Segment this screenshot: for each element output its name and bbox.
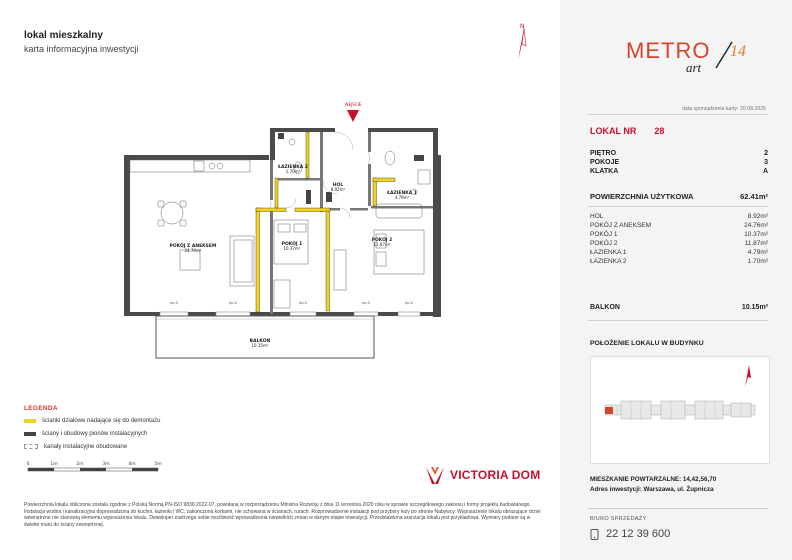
room-label-lazienka2: ŁAZIENKA 2	[278, 165, 308, 170]
svg-text:2m: 2m	[76, 462, 84, 467]
victoria-dom-logo: VICTORIA DOM	[424, 464, 540, 486]
room-row: POKÓJ 1 10.37m²	[590, 231, 768, 238]
legend	[24, 405, 160, 455]
legend-item: kanały instalacyjne obudowane	[24, 442, 160, 451]
svg-text:hp 0: hp 0	[362, 301, 370, 305]
legend-title: LEGENDA	[24, 405, 58, 412]
room-row: POKÓJ 2 11.87m²	[590, 240, 768, 247]
room-label-balkon: BALKON	[249, 339, 271, 344]
room-area-balkon: 10.15m²	[251, 343, 269, 348]
unit-highlight	[605, 407, 613, 414]
room-area-pokoj-z-aneksem: 24.76m²	[184, 248, 202, 253]
card-title: lokal mieszkalny	[24, 30, 103, 41]
metro-art-logo	[626, 34, 756, 78]
victoria-dom-mark-icon	[424, 464, 446, 486]
svg-text:hp 0: hp 0	[405, 301, 413, 305]
room-row: HOL 8.92m²	[590, 213, 768, 220]
scale-bar	[24, 460, 174, 476]
room-area-lazienka1: 4.79m²	[394, 195, 410, 200]
card-subtitle: karta informacyjna inwestycji	[24, 44, 139, 54]
balkon-row: BALKON 10.15m²	[590, 304, 768, 311]
svg-text:hp 0: hp 0	[299, 301, 307, 305]
detail-row: POKOJE 3	[590, 159, 768, 166]
area-total: POWIERZCHNIA UŻYTKOWA 62.41m²	[590, 192, 768, 201]
room-label-lazienka1: ŁAZIENKA 1	[387, 191, 417, 196]
svg-text:METRO: METRO	[626, 38, 711, 63]
svg-text:hp 0: hp 0	[229, 301, 237, 305]
lokal-number: LOKAL NR 28	[590, 126, 665, 136]
room-area-hol: 8.92m²	[330, 187, 346, 192]
building-location-map	[590, 356, 770, 464]
investment-address: Adres inwestycji: Warszawa, ul. Żupnicza	[590, 486, 714, 493]
sales-phone[interactable]: 22 12 39 600	[590, 528, 670, 540]
svg-text:art: art	[686, 60, 702, 75]
room-area-pokoj2: 11.87m²	[373, 242, 391, 247]
legend-item: ściany i obudowy pionów instalacyjnych	[24, 429, 160, 438]
repeat-units: MIESZKANIE POWTARZALNE: 14,42,56,70	[590, 476, 717, 483]
room-label-pokoj1: POKÓJ 1	[281, 242, 303, 247]
room-label-hol: HOL	[332, 183, 344, 188]
svg-text:5m: 5m	[154, 462, 162, 467]
room-row: POKÓJ Z ANEKSEM 24.76m²	[590, 222, 768, 229]
room-label-pokoj2: POKÓJ 2	[371, 238, 393, 243]
sales-office-label: BIURO SPRZEDAŻY	[590, 516, 647, 522]
room-area-lazienka2: 1.70m²	[285, 169, 301, 174]
room-area-pokoj1: 10.37m²	[283, 246, 301, 251]
north-arrow-icon	[745, 365, 751, 387]
svg-text:0: 0	[26, 462, 30, 467]
legend-item: ścianki działowe nadające się do demontażu	[24, 416, 160, 425]
entry-label: WEJŚCIE	[344, 102, 362, 107]
svg-text:4m: 4m	[128, 462, 136, 467]
svg-text:N: N	[520, 23, 525, 30]
location-title: POŁOŻENIE LOKALU W BUDYNKU	[590, 340, 704, 347]
svg-text:3m: 3m	[102, 462, 110, 467]
phone-icon	[590, 529, 599, 540]
date-created: data sporządzenia karty: 20.08.2025	[682, 106, 766, 112]
north-arrow-icon	[512, 20, 532, 66]
svg-text:14: 14	[730, 43, 746, 60]
disclaimer-text: Powierzchnia lokalu obliczona zostala zgodnie z Polską Normą PN-ISO 9836:2022-07, powołaną w rozporządzeniu Ministra Rozwoju z dnia 11 września 2020 roku w sprawie szczegółowego zakresu i formy projektu budowlanego. Instalacja wodna i kanalizacyjna doprowadzona do kuchni, łazienki i WC, zakończona korkami, nie schowana w ścianach, rurach. Rozprowadzenie instalacji pod przybory leży po stronie Nabywcy. Wyposażenie lokalu obrazujące drzwi wewnętrzne nie stanowią elementu wyposażenia lokalu. Deweloper zastrzega sobie możliwość wprowadzenia niewielkich zmian w danym etapie inwestycji. Przedstawiona aranżacja lokalu jest przykładowa. Wymiary podane są w świetle muru do ściany zewnętrznej.	[24, 502, 541, 528]
room-row: ŁAZIENKA 2 1.70m²	[590, 258, 768, 265]
svg-text:hp 0: hp 0	[170, 301, 178, 305]
room-label-pokoj-z-aneksem: POKÓJ Z ANEKSEM	[169, 244, 217, 249]
svg-text:1m: 1m	[50, 462, 58, 467]
room-row: ŁAZIENKA 1 4.79m²	[590, 249, 768, 256]
floor-plan	[120, 100, 460, 370]
detail-row: KLATKA A	[590, 168, 768, 175]
detail-row: PIĘTRO 2	[590, 150, 768, 157]
entry-arrow-icon	[347, 110, 359, 122]
